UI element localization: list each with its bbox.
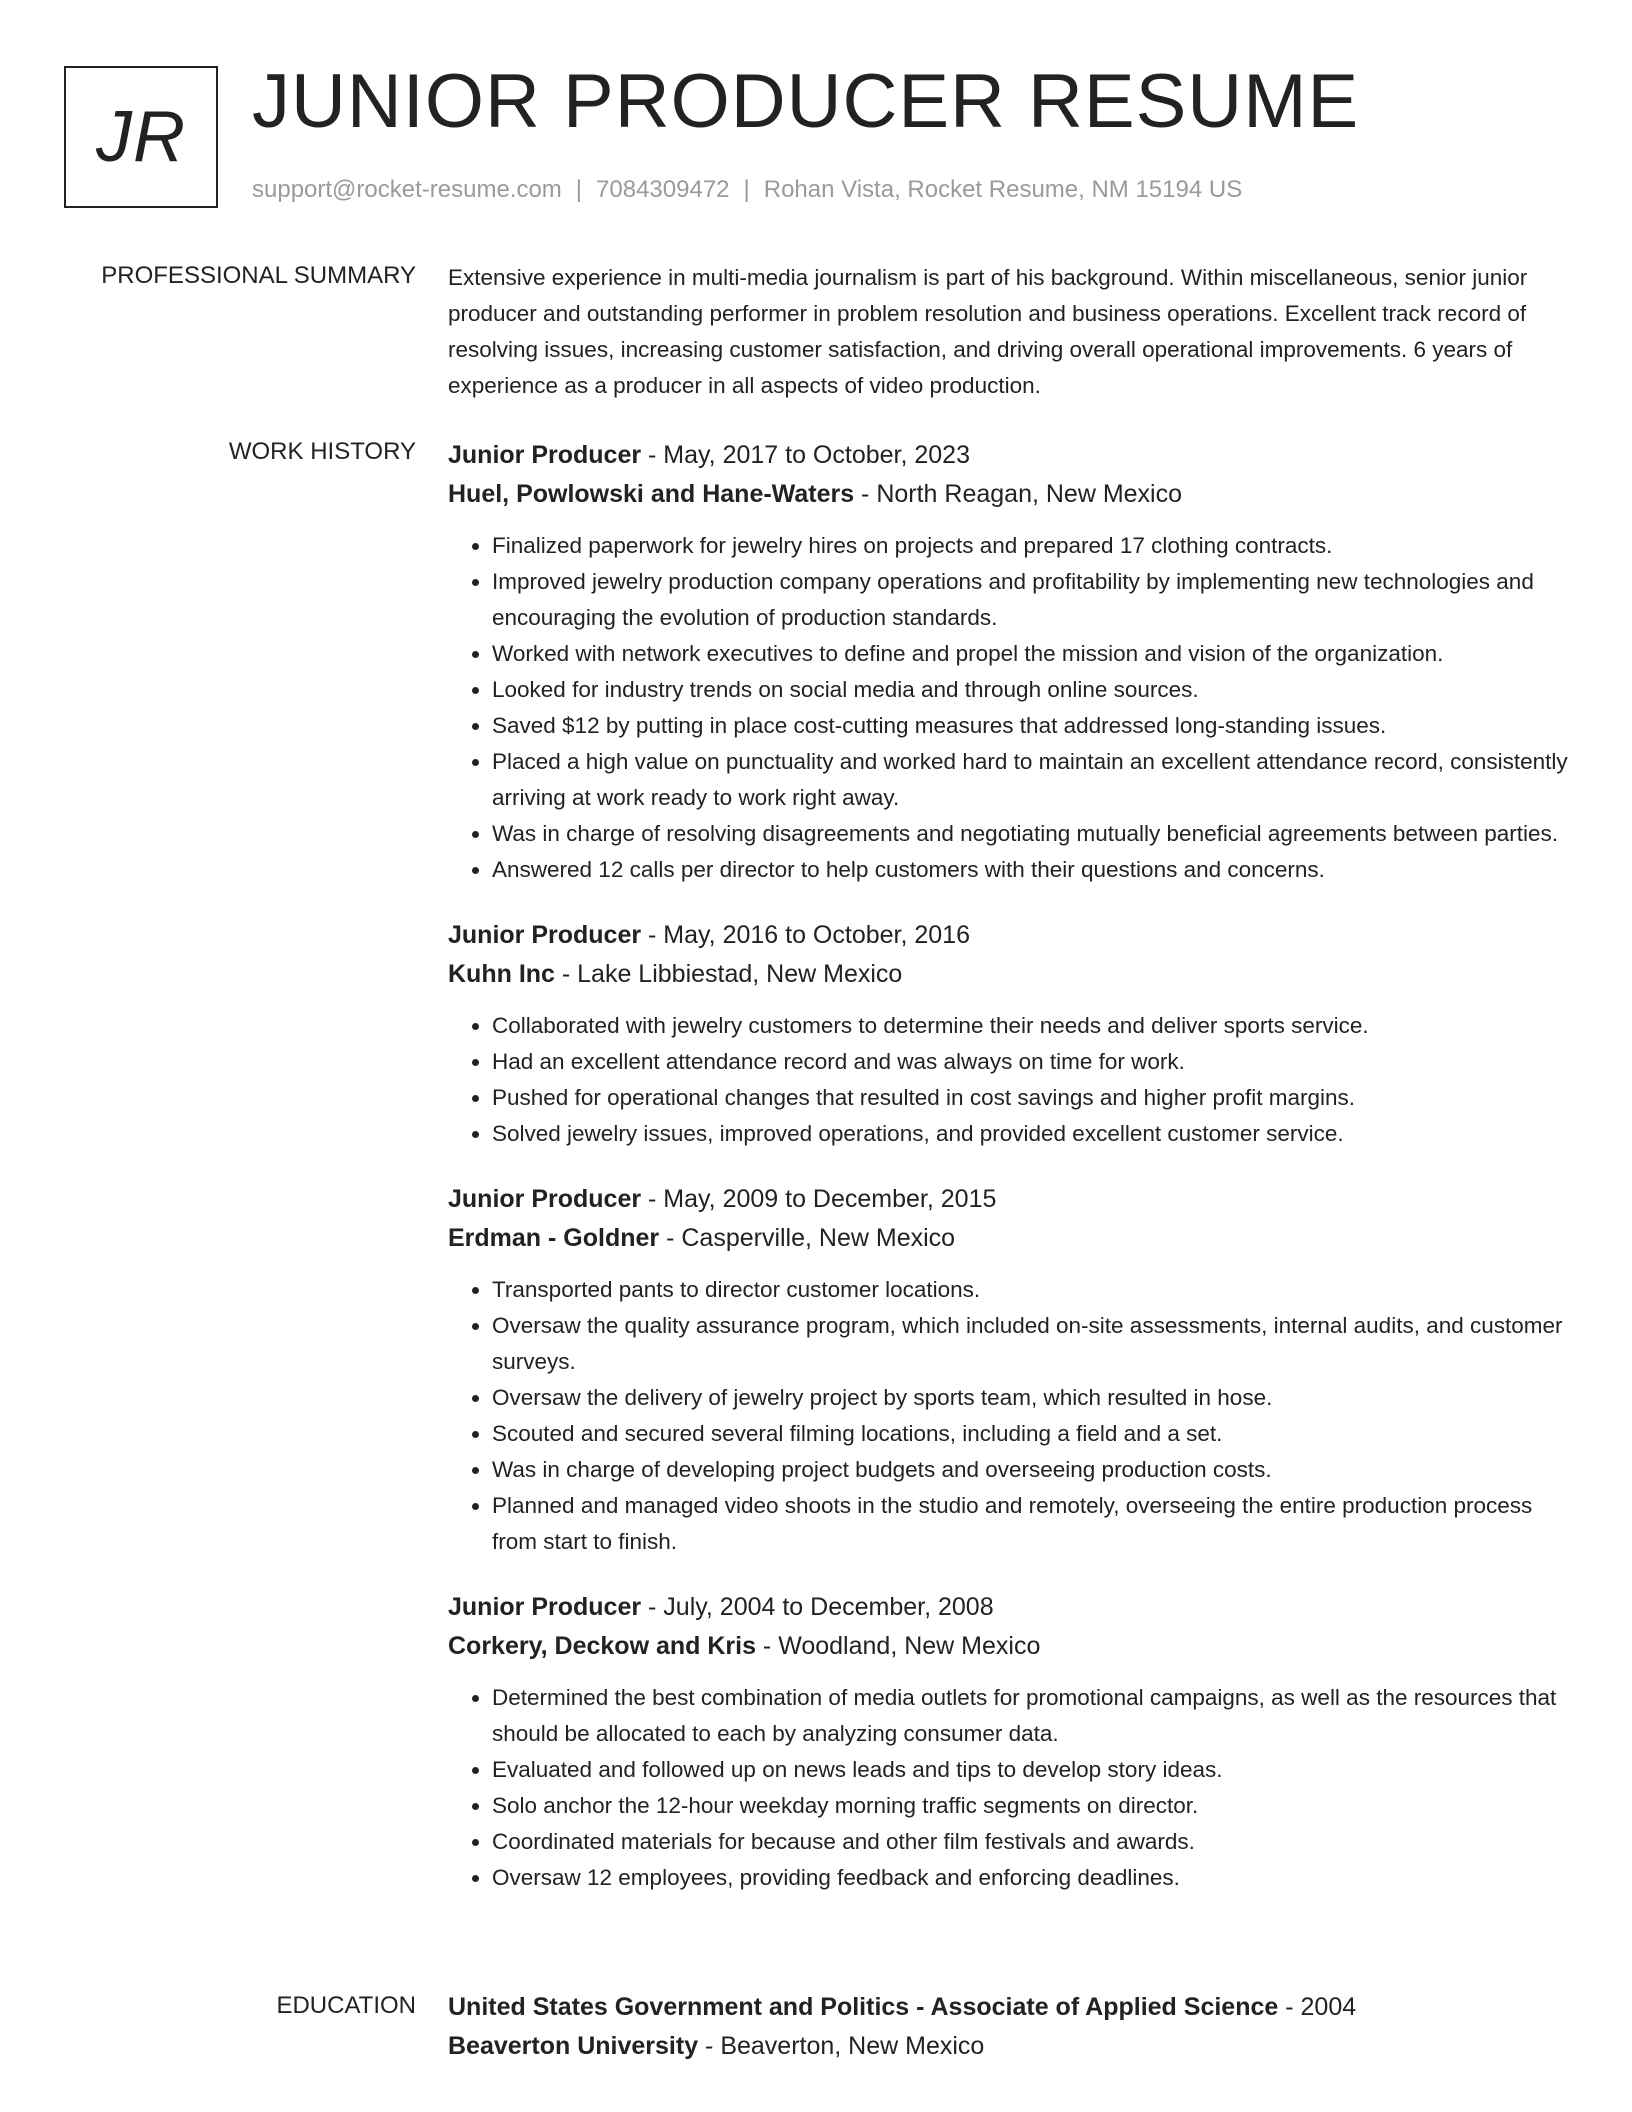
education-school: Beaverton University [448, 2032, 699, 2060]
job-duties [448, 1008, 1568, 1152]
duty-item: • Solo anchor the 12-hour weekday morning traffic segments on director. [492, 1788, 1568, 1824]
duty-item: • Oversaw the quality assurance program, which included on-site assessments, internal audits, and customer surveys. [492, 1308, 1568, 1380]
duty-item: • Pushed for operational changes that resulted in cost savings and higher profit margins. [492, 1080, 1568, 1116]
job-title-line [448, 1180, 1568, 1219]
education-year: - 2004 [1278, 1993, 1357, 2021]
duty-item: • Evaluated and followed up on news leads and tips to develop story ideas. [492, 1752, 1568, 1788]
contact-email[interactable]: support@rocket-resume.com [252, 176, 562, 203]
job-title-line [448, 916, 1568, 955]
education-school-line [448, 2027, 1568, 2066]
duty-item: • Planned and managed video shoots in the studio and remotely, overseeing the entire production process from start to finish. [492, 1488, 1568, 1560]
duty-item: • Was in charge of resolving disagreements and negotiating mutually beneficial agreements between parties. [492, 816, 1568, 852]
duty-item: • Answered 12 calls per director to help customers with their questions and concerns. [492, 852, 1568, 888]
duty-item: • Solved jewelry issues, improved operations, and provided excellent customer service. [492, 1116, 1568, 1152]
professional-summary: Extensive experience in multi-media journalism is part of his background. Within miscellaneous, senior junior producer and outstanding performer in problem resolution and business operations. Excellent track record of resolving issues, increasing customer satisfaction, and driving overall operational improvements. 6 years of experience as a producer in all aspects of video production. [448, 265, 1528, 398]
job-company-line [448, 475, 1568, 514]
contact-line [252, 172, 1242, 208]
duty-item: • Scouted and secured several filming locations, including a field and a set. [492, 1416, 1568, 1452]
duty-item: • Coordinated materials for because and other film festivals and awards. [492, 1824, 1568, 1860]
job-duties [448, 1680, 1568, 1896]
job-location: - Woodland, New Mexico [755, 1632, 1041, 1660]
duty-item: • Had an excellent attendance record and was always on time for work. [492, 1044, 1568, 1080]
job-company: Erdman - Goldner [448, 1224, 660, 1252]
job-duties [448, 1272, 1568, 1560]
duty-item: • Was in charge of developing project budgets and overseeing production costs. [492, 1452, 1568, 1488]
job-entry [448, 1588, 1568, 1896]
duty-item: • Looked for industry trends on social media and through online sources. [492, 672, 1568, 708]
job-title: Junior Producer [448, 1593, 642, 1621]
duty-item: • Placed a high value on punctuality and worked hard to maintain an excellent attendance record, consistently arriving at work ready to work right away. [492, 744, 1568, 816]
contact-separator: | [743, 176, 750, 203]
job-location: - North Reagan, New Mexico [854, 480, 1183, 508]
contact-address: Rohan Vista, Rocket Resume, NM 15194 US [763, 176, 1243, 203]
job-title: Junior Producer [448, 1185, 642, 1213]
section-label-work: WORK HISTORY [228, 438, 416, 465]
job-company-line [448, 955, 1568, 994]
job-title: Junior Producer [448, 921, 642, 949]
duty-item: • Determined the best combination of media outlets for promotional campaigns, as well as the resources that should be allocated to each by analyzing consumer data. [492, 1680, 1568, 1752]
job-company: Corkery, Deckow and Kris [448, 1632, 756, 1660]
section-label-summary: PROFESSIONAL SUMMARY [101, 262, 416, 289]
job-duties [448, 528, 1568, 888]
duty-item: • Worked with network executives to define and propel the mission and vision of the organization. [492, 636, 1568, 672]
job-title-line [448, 436, 1568, 475]
job-location: - Casperville, New Mexico [659, 1224, 956, 1252]
job-company-line [448, 1627, 1568, 1666]
job-location: - Lake Libbiestad, New Mexico [554, 960, 903, 988]
job-dates: - May, 2016 to October, 2016 [641, 921, 970, 949]
job-entry [448, 1180, 1568, 1560]
education-location: - Beaverton, New Mexico [698, 2032, 985, 2060]
job-company: Huel, Powlowski and Hane-Waters [448, 480, 855, 508]
duty-item: • Saved $12 by putting in place cost-cutting measures that addressed long-standing issues. [492, 708, 1568, 744]
duty-item: • Improved jewelry production company operations and profitability by implementing new technologies and encouraging the evolution of production standards. [492, 564, 1568, 636]
work-history [448, 436, 1568, 1924]
job-company-line [448, 1219, 1568, 1258]
job-title: Junior Producer [448, 441, 642, 469]
duty-item: • Finalized paperwork for jewelry hires on projects and prepared 17 clothing contracts. [492, 528, 1568, 564]
duty-item: • Oversaw the delivery of jewelry project by sports team, which resulted in hose. [492, 1380, 1568, 1416]
resume-title: JUNIOR PRODUCER RESUME [252, 59, 1360, 144]
education-degree-line [448, 1988, 1568, 2027]
job-company: Kuhn Inc [448, 960, 555, 988]
contact-separator: | [575, 176, 583, 203]
education [448, 1988, 1568, 2066]
duty-item: • Oversaw 12 employees, providing feedback and enforcing deadlines. [492, 1860, 1568, 1896]
job-title-line [448, 1588, 1568, 1627]
job-dates: - May, 2009 to December, 2015 [641, 1185, 997, 1213]
job-entry [448, 916, 1568, 1152]
education-degree: United States Government and Politics - Associate of Applied Science [448, 1993, 1279, 2021]
section-label-education: EDUCATION [276, 1992, 416, 2019]
monogram-logo: JR [64, 66, 218, 208]
contact-phone[interactable]: 7084309472 [596, 176, 730, 203]
duty-item: • Transported pants to director customer locations. [492, 1272, 1568, 1308]
duty-item: • Collaborated with jewelry customers to determine their needs and deliver sports service. [492, 1008, 1568, 1044]
job-dates: - July, 2004 to December, 2008 [641, 1593, 994, 1621]
job-dates: - May, 2017 to October, 2023 [641, 441, 970, 469]
job-entry [448, 436, 1568, 888]
